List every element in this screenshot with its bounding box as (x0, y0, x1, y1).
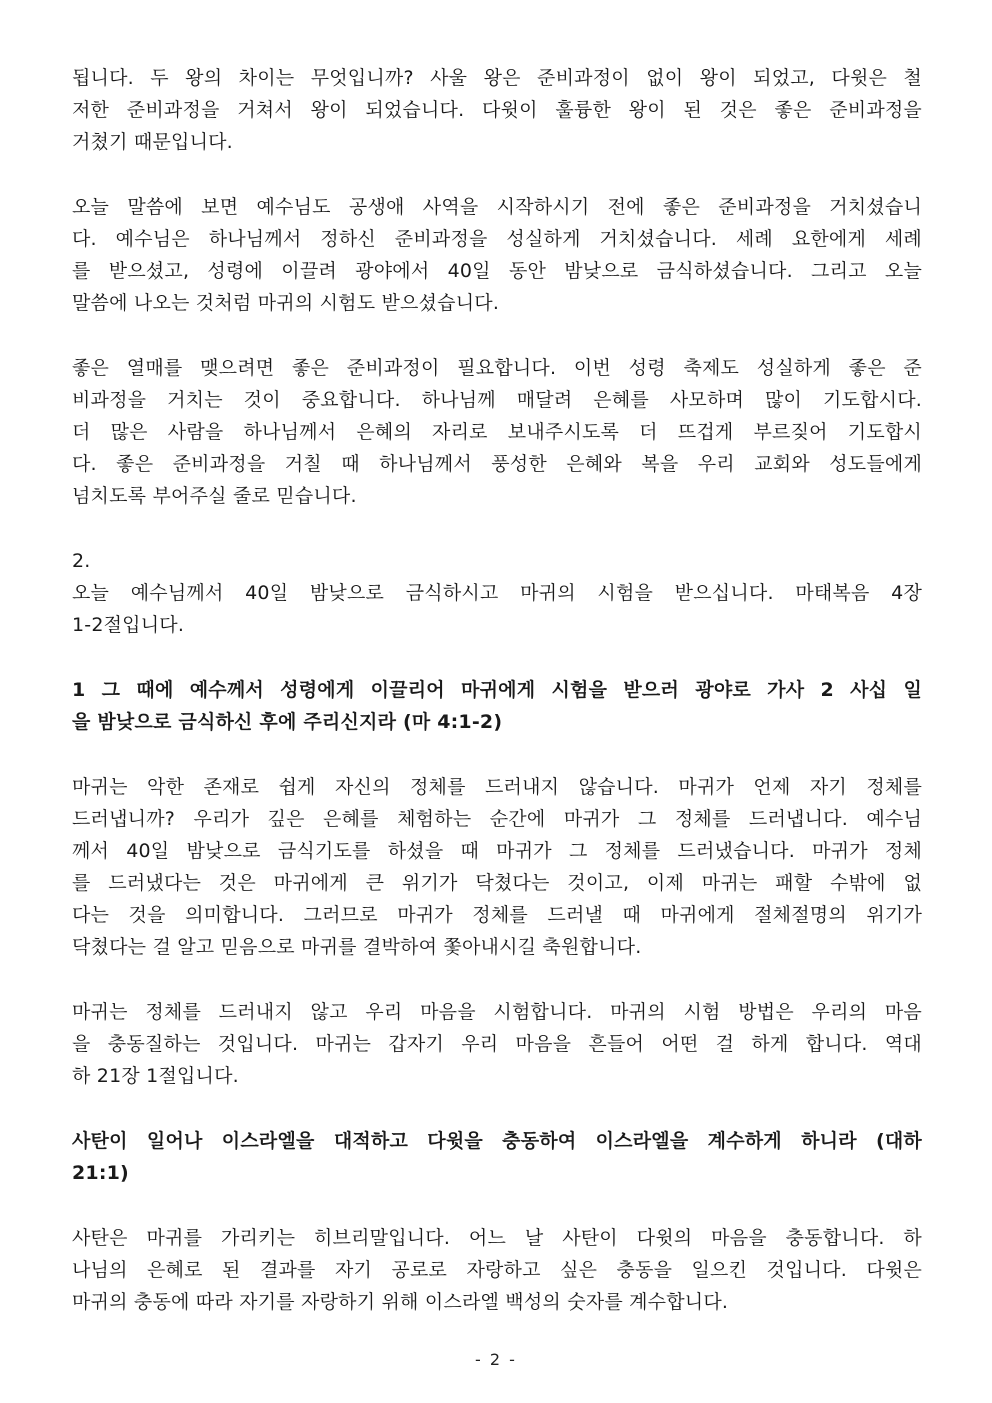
text-line: 오늘 말씀에 보면 예수님도 공생애 사역을 시작하시기 전에 좋은 준비과정을 거치셨습니 (72, 196, 922, 218)
text-line: 드러냅니까? 우리가 깊은 은혜를 체험하는 순간에 마귀가 그 정체를 드러냅니다. 예수님 (72, 808, 922, 830)
text-line: 저한 준비과정을 거쳐서 왕이 되었습니다. 다윗이 훌륭한 왕이 된 것은 좋은 준비과정을 (72, 99, 922, 121)
verse-line: 사탄이 일어나 이스라엘을 대적하고 다윗을 충동하여 이스라엘을 계수하게 하니라 (대하 (72, 1130, 922, 1152)
text-line: 닥쳤다는 걸 알고 믿음으로 마귀를 결박하여 쫓아내시길 축원합니다. (72, 936, 642, 958)
scripture-quote (72, 1125, 922, 1189)
text-line: 다. 좋은 준비과정을 거칠 때 하나님께서 풍성한 은혜와 복을 우리 교회와 성도들에게 (72, 453, 922, 475)
text-line: 넘치도록 부어주실 줄로 믿습니다. (72, 485, 357, 507)
text-line: 하 21장 1절입니다. (72, 1065, 239, 1087)
text-line: 말씀에 나오는 것처럼 마귀의 시험도 받으셨습니다. (72, 292, 500, 314)
verse-line: 1 그 때에 예수께서 성령에게 이끌리어 마귀에게 시험을 받으러 광야로 가사 2 사십 일 (72, 679, 922, 701)
paragraph (72, 996, 922, 1092)
text-line: 마귀의 충동에 따라 자기를 자랑하기 위해 이스라엘 백성의 숫자를 계수합니다. (72, 1291, 729, 1313)
text-line: 1-2절입니다. (72, 614, 185, 636)
verse-line: 을 밤낮으로 금식하신 후에 주리신지라 (마 4:1-2) (72, 711, 503, 733)
text-line: 나님의 은혜로 된 결과를 자기 공로로 자랑하고 싶은 충동을 일으킨 것입니다. 다윗은 (72, 1259, 922, 1281)
text-line: 사탄은 마귀를 가리키는 히브리말입니다. 어느 날 사탄이 다윗의 마음을 충동합니다. 하 (72, 1227, 922, 1249)
paragraph (72, 191, 922, 319)
paragraph (72, 1222, 922, 1318)
text-line: 오늘 예수님께서 40일 밤낮으로 금식하시고 마귀의 시험을 받으십니다. 마태복음 4장 (72, 582, 922, 604)
paragraph (72, 62, 922, 158)
scripture-quote (72, 674, 922, 738)
text-line: 을 충동질하는 것입니다. 마귀는 갑자기 우리 마음을 흔들어 어떤 걸 하게 합니다. 역대 (72, 1033, 922, 1055)
verse-line: 21:1) (72, 1162, 129, 1184)
text-line: 께서 40일 밤낮으로 금식기도를 하셨을 때 마귀가 그 정체를 드러냈습니다. 마귀가 정체 (72, 840, 922, 862)
text-line: 마귀는 정체를 드러내지 않고 우리 마음을 시험합니다. 마귀의 시험 방법은 우리의 마음 (72, 1001, 922, 1023)
text-line: 다. 예수님은 하나님께서 정하신 준비과정을 성실하게 거치셨습니다. 세례 요한에게 세례 (72, 228, 922, 250)
text-line: 다는 것을 의미합니다. 그러므로 마귀가 정체를 드러낼 때 마귀에게 절체절명의 위기가 (72, 904, 922, 926)
text-line: 비과정을 거치는 것이 중요합니다. 하나님께 매달려 은혜를 사모하며 많이 기도합시다. (72, 389, 922, 411)
text-line: 더 많은 사람을 하나님께서 은혜의 자리로 보내주시도록 더 뜨겁게 부르짖어 기도합시 (72, 421, 922, 443)
paragraph (72, 352, 922, 512)
text-line: 를 받으셨고, 성령에 이끌려 광야에서 40일 동안 밤낮으로 금식하셨습니다. 그리고 오늘 (72, 260, 922, 282)
page-number: - 2 - (475, 1350, 517, 1369)
text-line: 좋은 열매를 맺으려면 좋은 준비과정이 필요합니다. 이번 성령 축제도 성실하게 좋은 준 (72, 357, 922, 379)
text-line: 거쳤기 때문입니다. (72, 131, 233, 153)
text-line: 를 드러냈다는 것은 마귀에게 큰 위기가 닥쳤다는 것이고, 이제 마귀는 패할 수밖에 없 (72, 872, 922, 894)
text-line: 마귀는 악한 존재로 쉽게 자신의 정체를 드러내지 않습니다. 마귀가 언제 자기 정체를 (72, 776, 922, 798)
text-line: 됩니다. 두 왕의 차이는 무엇입니까? 사울 왕은 준비과정이 없이 왕이 되었고, 다윗은 철 (72, 67, 922, 89)
document-page (72, 62, 922, 1318)
section-number: 2. (72, 550, 91, 572)
paragraph (72, 545, 922, 641)
paragraph (72, 771, 922, 963)
